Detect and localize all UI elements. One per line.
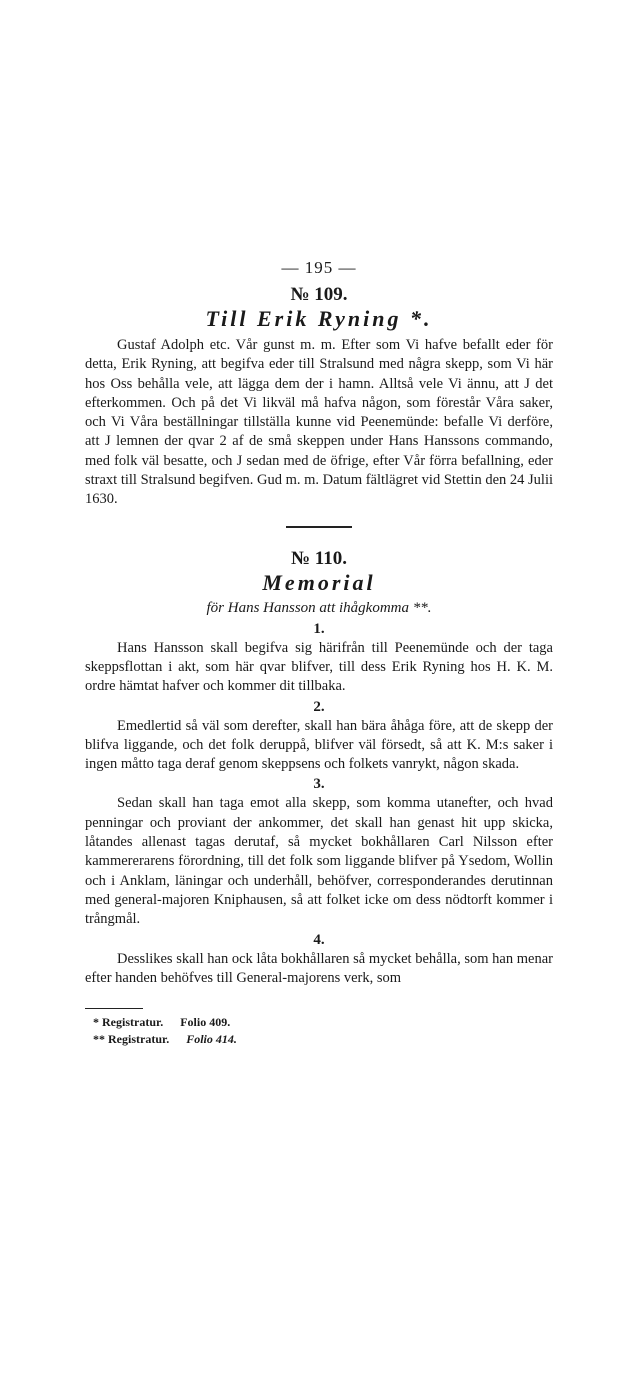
- footnote-folio: Folio 414.: [186, 1032, 237, 1047]
- footnote-folio: Folio 409.: [180, 1015, 231, 1030]
- section-number-1: 1.: [313, 620, 325, 637]
- document-number-109: № 109.: [290, 284, 348, 305]
- footnote-label: Registratur.: [102, 1015, 164, 1030]
- footnote-label: Registratur.: [108, 1032, 170, 1047]
- section-divider: [286, 526, 352, 528]
- document-subtitle-110: för Hans Hansson att ihågkomma **.: [206, 599, 432, 616]
- section-number-2: 2.: [313, 698, 325, 715]
- page-number: — 195 —: [281, 258, 357, 277]
- section-number-3: 3.: [313, 776, 325, 793]
- document-body-109: Gustaf Adolph etc. Vår gunst m. m. Efter som Vi hafve befallt eder för detta, Erik Ryning, att begifva eder till Stralsund med några skepp, som Vi här hos Oss behålla vele, att lägga dem der i hamn. Alltså vele Vi ännu, att J det efterkommen. Och på det Vi likväl må hafva någon, som förestår Våra saker, och Vi Våra beställningar tillställa kunne vid Peenemünde: befalle Vi derföre, att J lemnen der qvar 2 af de små skeppen under Hans Hanssons commando, med folk väl besatte, och J sedan med de öfrige, efter Vår förra befallning, eder straxt till Stralsund begifven. Gud m. m. Datum fältlägret vid Stettin den 24 Julii 1630.: [85, 337, 553, 508]
- document-title-109: Till Erik Ryning *.: [205, 306, 433, 331]
- section-text-1: Hans Hansson skall begifva sig härifrån till Peenemünde och der taga skeppsflottan i akt, som här qvar blifver, till dess Erik Ryning hos H. K. M. ordre hämtat hafver och kommer dit tillbaka.: [85, 639, 553, 695]
- footnote-1: [93, 1015, 553, 1030]
- footnote-2: [93, 1032, 553, 1047]
- section-text-4: Desslikes skall han ock låta bokhållaren så mycket behålla, som han menar efter handen behöfves till General-majorens verk, som: [85, 950, 553, 986]
- document-title-110: Memorial: [262, 569, 376, 595]
- section-number-4: 4.: [313, 931, 325, 948]
- section-text-2: Emedlertid så väl som derefter, skall han bära åhåga före, att de skepp der blifva liggande, och det folk deruppå, blifver väl försedt, så att K. M:s saker i ingen måtto taga deraf genom skeppsens och folkets vanrykt, någon skada.: [85, 717, 553, 773]
- section-text-3: Sedan skall han taga emot alla skepp, som komma utanefter, och hvad penningar och proviant der ankommer, det skall han genast hit upp skicka, låtandes allenast tagas derutaf, så mycket bokhållaren Carl Nilsson efter kammererarens förordning, till det folk som liggande blifver på Ysedom, Wollin och i Anklam, läningar och underhåll, behöfver, corresponderandes derutinnan med general-majoren Kniphausen, så att folket icke om dess nödtorft kommer i trångmål.: [85, 795, 553, 928]
- footnote-divider: [85, 1008, 143, 1009]
- document-page: [85, 258, 553, 1049]
- footnote-mark: **: [93, 1032, 105, 1047]
- footnote-mark: *: [93, 1015, 99, 1030]
- document-number-110: № 110.: [290, 547, 348, 569]
